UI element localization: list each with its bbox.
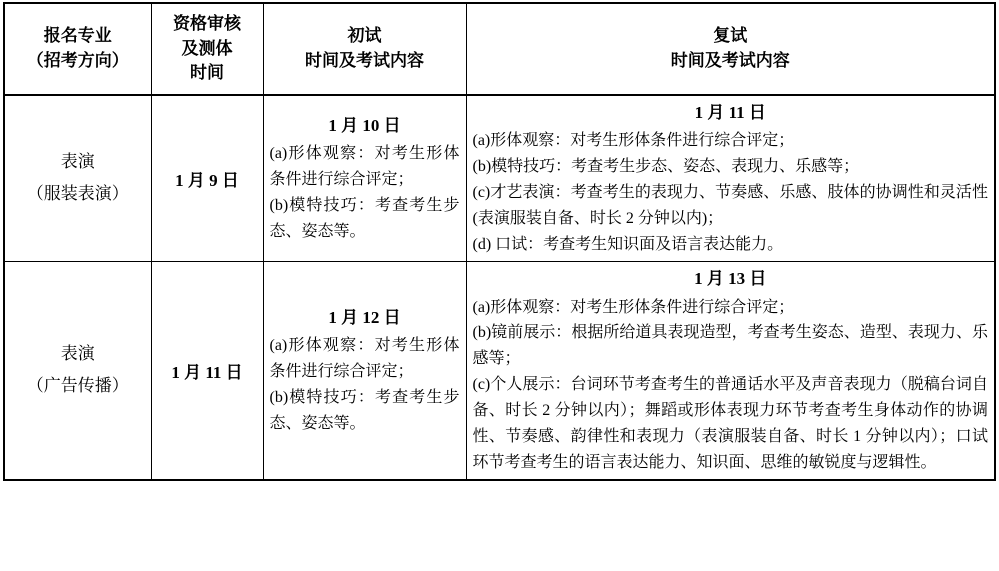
content-item: (d) 口试：考查考生知识面及语言表达能力。 bbox=[472, 236, 784, 254]
header-second-round bbox=[466, 3, 995, 95]
cell-first-round bbox=[263, 95, 466, 262]
major-name: 表演 bbox=[60, 152, 95, 172]
cell-major bbox=[4, 95, 151, 262]
header-qualification-line-3: 时间 bbox=[190, 63, 224, 83]
header-first-round-line-2: 时间及考试内容 bbox=[305, 50, 424, 70]
cell-qualification-date: 1 月 11 日 bbox=[151, 261, 263, 479]
major-direction: （广告传播） bbox=[26, 376, 129, 396]
content-item: (a)形体观察：对考生形体条件进行综合评定； bbox=[472, 132, 795, 150]
major-name: 表演 bbox=[60, 344, 95, 364]
content-item: (a)形体观察：对考生形体条件进行综合评定； bbox=[472, 298, 795, 316]
content-item: (b)模特技巧：考查考生步态、姿态、表现力、乐感等； bbox=[472, 158, 860, 176]
content-item: (b)模特技巧：考查考生步态、姿态等。 bbox=[269, 389, 460, 433]
header-row bbox=[4, 3, 995, 95]
header-qualification-line-2: 及测体 bbox=[181, 38, 233, 58]
table-body bbox=[4, 95, 995, 480]
header-major-line-2: （招考方向） bbox=[26, 50, 129, 70]
cell-major bbox=[4, 261, 151, 479]
cell-second-round bbox=[466, 261, 995, 479]
header-second-round-line-1: 复试 bbox=[713, 26, 748, 46]
first-round-content bbox=[270, 141, 460, 245]
header-major bbox=[4, 3, 151, 95]
exam-schedule-table bbox=[3, 2, 996, 481]
table-row bbox=[4, 95, 995, 262]
content-item: (c)个人展示：台词环节考查考生的普通话水平及声音表现力（脱稿台词自备、时长 2 分钟以内）；舞蹈或形体表现力环节考查考生身体动作的协调性、节奏感、韵律性和表现力（表演服装自备、时长 1 分钟以内）；口试环节考查考生的语言表达能力、知识面、思维的敏锐度与逻辑性。 bbox=[472, 376, 988, 471]
second-round-date: 1 月 11 日 bbox=[694, 102, 766, 122]
content-item: (b)镜前展示：根据所给道具表现造型，考查考生姿态、造型、表现力、乐感等； bbox=[472, 324, 988, 368]
content-item: (b)模特技巧：考查考生步态、姿态等。 bbox=[269, 197, 460, 241]
second-round-content bbox=[473, 295, 989, 476]
first-round-date: 1 月 12 日 bbox=[328, 307, 401, 327]
first-round-date: 1 月 10 日 bbox=[328, 115, 401, 135]
header-qualification-line-1: 资格审核 bbox=[173, 14, 241, 33]
cell-first-round bbox=[263, 261, 466, 479]
header-second-round-line-2: 时间及考试内容 bbox=[670, 50, 790, 70]
content-item: (a)形体观察：对考生形体条件进行综合评定； bbox=[269, 337, 460, 381]
second-round-date: 1 月 13 日 bbox=[694, 268, 767, 288]
header-qualification bbox=[151, 3, 263, 95]
cell-second-round bbox=[466, 95, 995, 262]
major-direction: （服装表演） bbox=[26, 184, 129, 204]
table-header bbox=[4, 3, 995, 95]
content-item: (c)才艺表演：考查考生的表现力、节奏感、乐感、肢体的协调性和灵活性(表演服装自备、时长 2 分钟以内)； bbox=[472, 184, 988, 228]
second-round-content bbox=[473, 128, 989, 258]
content-item: (a)形体观察：对考生形体条件进行综合评定； bbox=[269, 145, 460, 189]
cell-qualification-date: 1 月 9 日 bbox=[151, 95, 263, 262]
header-first-round bbox=[263, 3, 466, 95]
first-round-content bbox=[270, 333, 460, 437]
header-first-round-line-1: 初试 bbox=[347, 26, 382, 46]
header-major-line-1: 报名专业 bbox=[43, 26, 112, 46]
table-row bbox=[4, 261, 995, 479]
